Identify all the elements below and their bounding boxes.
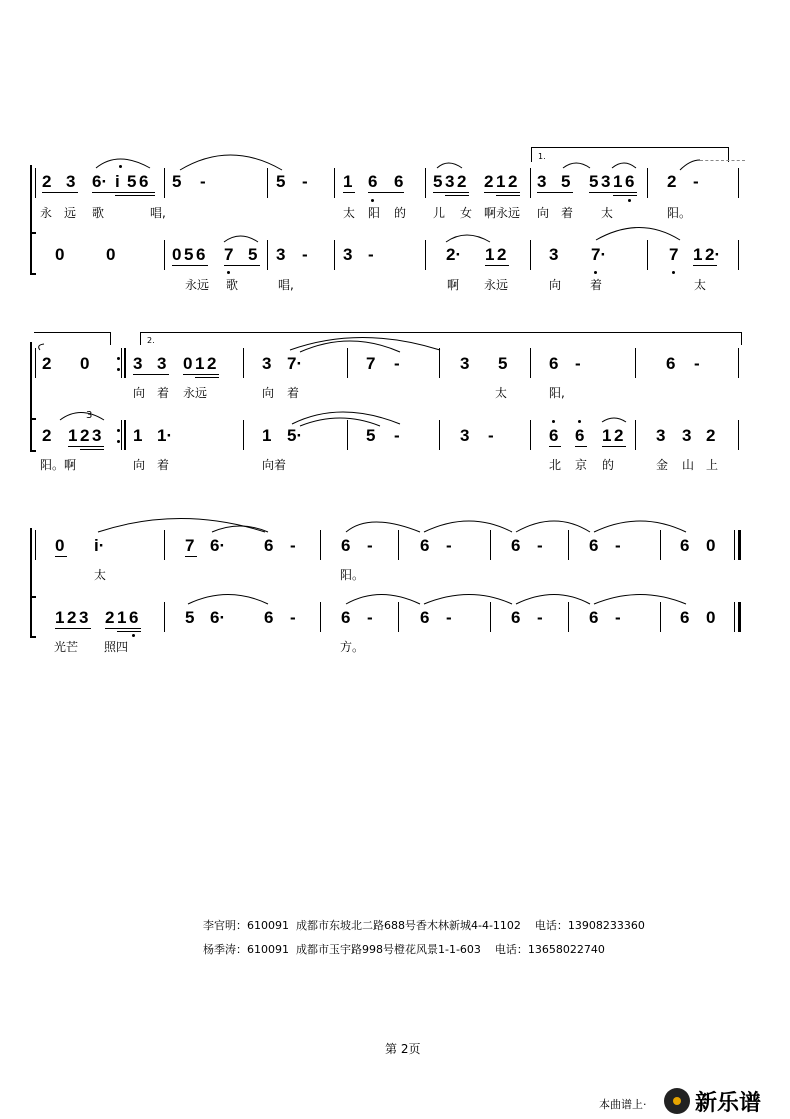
lyric: 阳。 [340, 568, 365, 582]
note: 6 [511, 608, 521, 627]
lyric: 的 [394, 206, 407, 220]
note: - [537, 608, 543, 627]
note: 1 [262, 426, 272, 445]
note: 3 [549, 245, 559, 264]
note: 3 [682, 426, 692, 445]
contact-line-1: 李官明：610091 成都市东坡北二路688号香木林新城4-4-1102 电话：13908233360 [203, 919, 645, 932]
note: 6 [420, 608, 430, 627]
lyric: 着 [590, 278, 603, 292]
lyric: 太 [343, 206, 356, 220]
lyric: 女 [460, 206, 473, 220]
note: 5 [498, 354, 508, 373]
note: - [488, 426, 494, 445]
note: 5 [433, 172, 443, 191]
note: - [302, 172, 308, 191]
note: 2 [667, 172, 677, 191]
note: 6· [210, 536, 226, 555]
note: 3 [262, 354, 272, 373]
lyric: 歌 [226, 278, 239, 292]
note: 1 [602, 426, 612, 445]
note: - [368, 245, 374, 264]
note: 0 [106, 245, 116, 264]
note: 6 [589, 536, 599, 555]
lyric: 啊永远 [484, 206, 521, 220]
lyric: 唱, [278, 278, 294, 292]
lyric: 阳。啊 [40, 458, 77, 472]
lyric: 远 [64, 206, 77, 220]
note: - [394, 354, 400, 373]
note: 6 [394, 172, 404, 191]
note: 5 [561, 172, 571, 191]
lyric: 北 [549, 458, 562, 472]
note: 3 [157, 354, 167, 373]
note: 5 [276, 172, 286, 191]
note: 6 [589, 608, 599, 627]
note: 5 [184, 245, 194, 264]
lyric: 太 [495, 386, 508, 400]
note: 1 [133, 426, 143, 445]
note: 3 [445, 172, 455, 191]
vinyl-record-icon [664, 1088, 690, 1114]
note: 7 [224, 245, 234, 264]
brand-prefix: 本曲谱上· [599, 1098, 647, 1111]
note: 3 [460, 426, 470, 445]
music-sheet: 2 3 6· i 5 6 5 - 5 - 1 6 6 5 3 2 2 1 2 3 5 5 3 1 6 2 - 永 远 歌 唱, 太 阳 的 儿 女 啊永远 向 着 太 阳。 0 0 0 5 6 7 5 3 - 3 - 2· 1 2 3 7· 7 1 2· 永 远 歌 唱, 啊 永远 向 着 太 1. 2. 2 0 3 3 0 1 2 3 7· 7 - 3 5 6 - 6 - 向 着 永远 向 着 太 阳, 2 1 2 3 1 1· 1 5· 5 - 3 - 6 6 1 2 3 3 2 3 阳。啊 向 着 向着 北 京 的 金 山 上 0 i· 7 6· 6 - 6 - 6 - 6 - 6 - 6 0 太 阳。 1 2 3 2 1 6 5 6· 6 - 6 - 6 - 6 - 6 - 6 0 光芒 照四 方。 李官明：610091 成都市东坡北二路688号香木林新城4-4-1102 电话：13908233360 杨季涛：610091 成都市玉宇路998号橙花风景1-1-603 电话：13658022740 第 2页 本曲谱上· 新乐谱 [0, 0, 790, 1119]
note: 3 [460, 354, 470, 373]
note: 2 [42, 426, 52, 445]
note: - [446, 536, 452, 555]
lyric: 向着 [262, 458, 287, 472]
note: 6 [196, 245, 206, 264]
lyric: 着 [287, 386, 300, 400]
note: - [367, 608, 373, 627]
note: 6 [680, 536, 690, 555]
lyric: 永 [40, 206, 53, 220]
note: - [694, 354, 700, 373]
lyric: 远 [197, 278, 210, 292]
lyric: 光芒 [54, 640, 79, 654]
note: 0 [706, 608, 716, 627]
note: 1 [496, 172, 506, 191]
note: 5 [172, 172, 182, 191]
lyric: 阳 [368, 206, 381, 220]
note: 6 [511, 536, 521, 555]
note: i [115, 172, 120, 191]
note: - [200, 172, 206, 191]
note: 1 [693, 245, 703, 264]
note: - [575, 354, 581, 373]
note: 7 [366, 354, 376, 373]
note: 6 [625, 172, 635, 191]
note: 0 [80, 354, 90, 373]
note: 3 [66, 172, 76, 191]
lyric: 上 [706, 458, 719, 472]
brand-name: 新乐谱 [695, 1091, 762, 1116]
note: 6 [368, 172, 378, 191]
note: 6 [264, 536, 274, 555]
note: - [537, 536, 543, 555]
note: 5 [127, 172, 137, 191]
note: 0 [172, 245, 182, 264]
note: 6 [549, 354, 559, 373]
note: - [302, 245, 308, 264]
note: 2 [80, 426, 90, 445]
note: i· [94, 536, 105, 555]
contact-line-2: 杨季涛：610091 成都市玉宇路998号橙花风景1-1-603 电话：13658022740 [203, 943, 605, 956]
note: - [290, 536, 296, 555]
note: 3 [656, 426, 666, 445]
lyric: 着 [561, 206, 574, 220]
note: 1 [195, 354, 205, 373]
page-number: 第 2页 [385, 1042, 421, 1056]
lyric: 太 [694, 278, 707, 292]
note: - [446, 608, 452, 627]
note: - [290, 608, 296, 627]
note: 6 [139, 172, 149, 191]
note: 6 [666, 354, 676, 373]
note: - [394, 426, 400, 445]
note: 7 [669, 245, 679, 264]
note: - [615, 536, 621, 555]
note: 7· [591, 245, 607, 264]
note: 3 [537, 172, 547, 191]
lyric: 向 [549, 278, 562, 292]
note: 0 [183, 354, 193, 373]
note: 1· [157, 426, 173, 445]
lyric: 永远 [183, 386, 208, 400]
lyric: 阳。 [667, 206, 692, 220]
note: 7· [287, 354, 303, 373]
note: 0 [706, 536, 716, 555]
note: 3 [601, 172, 611, 191]
note: 5 [366, 426, 376, 445]
lyric: 山 [682, 458, 695, 472]
note: 6 [341, 536, 351, 555]
note: 2 [105, 608, 115, 627]
note: 2· [705, 245, 721, 264]
note: 0 [55, 536, 65, 555]
note: 1 [68, 426, 78, 445]
note: 1 [117, 608, 127, 627]
note: 2 [497, 245, 507, 264]
lyric: 永远 [484, 278, 509, 292]
note: 6 [680, 608, 690, 627]
note: 5 [589, 172, 599, 191]
note: 5 [185, 608, 195, 627]
lyric: 太 [94, 568, 107, 582]
note: 5 [248, 245, 258, 264]
lyric: 向 [133, 386, 146, 400]
note: 2 [67, 608, 77, 627]
note: 2 [706, 426, 716, 445]
note: 2 [42, 354, 52, 373]
lyric: 京 [575, 458, 588, 472]
note: - [693, 172, 699, 191]
lyric: 着 [157, 458, 170, 472]
note: 6 [549, 426, 559, 445]
lyric: 太 [601, 206, 614, 220]
lyric: 照四 [104, 640, 129, 654]
note: 3 [92, 426, 102, 445]
lyric: 向 [262, 386, 275, 400]
note: 2 [207, 354, 217, 373]
note: - [615, 608, 621, 627]
note: 2 [614, 426, 624, 445]
note: - [367, 536, 373, 555]
note: 1 [343, 172, 353, 191]
note: 6 [129, 608, 139, 627]
note: 6· [92, 172, 108, 191]
note: 6 [341, 608, 351, 627]
note: 2 [457, 172, 467, 191]
lyric: 的 [602, 458, 615, 472]
note: 6· [210, 608, 226, 627]
lyric: 歌 [92, 206, 105, 220]
lyric: 唱, [150, 206, 166, 220]
note: 2 [484, 172, 494, 191]
note: 3 [343, 245, 353, 264]
note: 1 [485, 245, 495, 264]
note: 1 [55, 608, 65, 627]
note: 6 [264, 608, 274, 627]
note: 2 [42, 172, 52, 191]
lyric: 永 [185, 278, 198, 292]
note: 3 [133, 354, 143, 373]
lyric: 着 [157, 386, 170, 400]
lyric: 向 [537, 206, 550, 220]
note: 0 [55, 245, 65, 264]
lyric: 阳, [549, 386, 565, 400]
note: 7 [185, 536, 195, 555]
note: 2 [508, 172, 518, 191]
note: 5· [287, 426, 303, 445]
note: 1 [613, 172, 623, 191]
lyric: 方。 [340, 640, 365, 654]
note: 2· [446, 245, 462, 264]
note: 6 [420, 536, 430, 555]
lyric: 儿 [433, 206, 446, 220]
note: 6 [575, 426, 585, 445]
note: 3 [276, 245, 286, 264]
lyric: 向 [133, 458, 146, 472]
note: 3 [79, 608, 89, 627]
lyric: 金 [656, 458, 669, 472]
lyric: 啊 [447, 278, 460, 292]
